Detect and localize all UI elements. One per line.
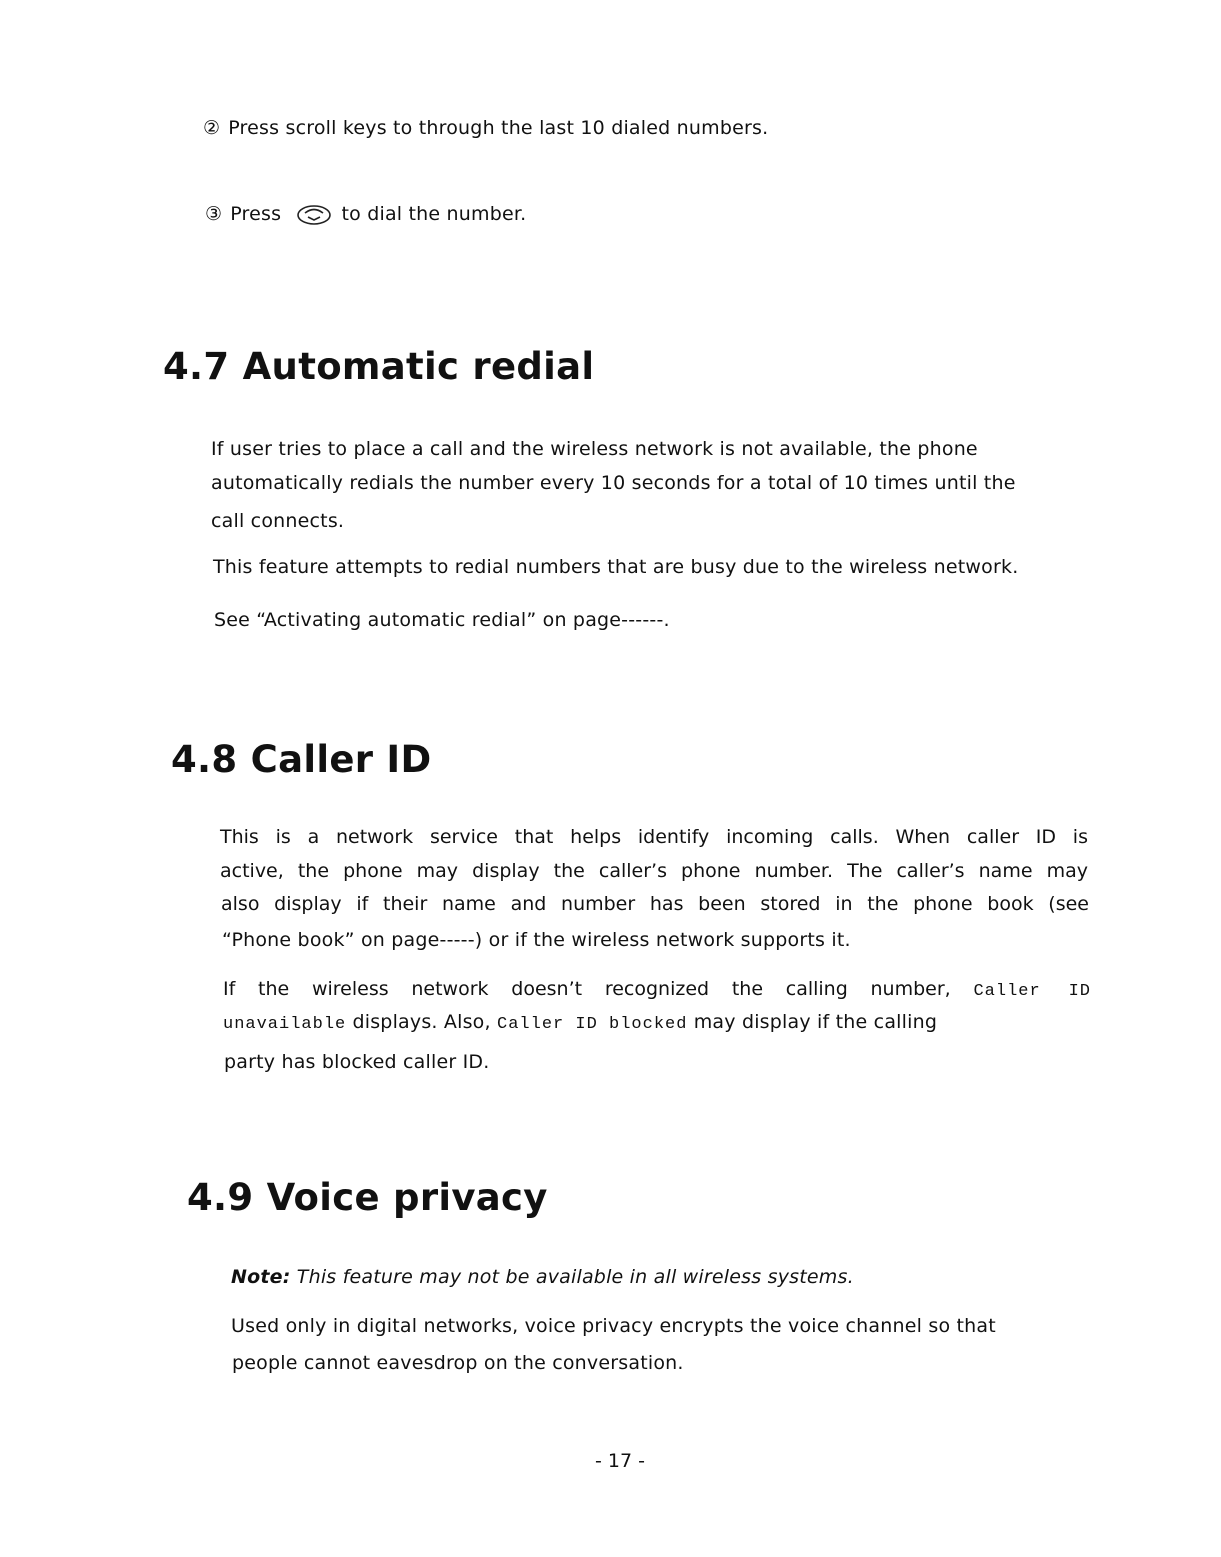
s48-p2-line1-text: If the wireless network doesn’t recognized the calling number, (223, 978, 951, 1000)
step-2 (203, 117, 768, 139)
s48-p2-line2 (223, 1011, 937, 1034)
s48-p1-line4: “Phone book” on page-----) or if the wireless network supports it. (222, 929, 851, 951)
step-3-text-before: Press (230, 203, 282, 225)
s48-p1-line2: active, the phone may display the caller’s phone number. The caller’s name may (220, 860, 1088, 882)
s48-p2-line2-code2: Caller ID blocked (497, 1015, 688, 1034)
heading-4-9: 4.9 Voice privacy (187, 1176, 548, 1219)
s48-p2-line2-text2: may display if the calling (693, 1011, 938, 1033)
step-3 (205, 203, 526, 226)
s47-p1-line2: automatically redials the number every 10 seconds for a total of 10 times until the (211, 472, 1016, 494)
heading-4-8: 4.8 Caller ID (171, 738, 432, 781)
note-label: Note: (231, 1266, 291, 1288)
s49-p1-line2: people cannot eavesdrop on the conversation. (232, 1352, 684, 1374)
s47-p2: This feature attempts to redial numbers that are busy due to the wireless network. (213, 556, 1019, 578)
step-2-text: Press scroll keys to through the last 10 dialed numbers. (228, 117, 769, 139)
s48-p2-line3: party has blocked caller ID. (224, 1051, 490, 1073)
s48-p1-line1: This is a network service that helps identify incoming calls. When caller ID is (220, 826, 1088, 848)
heading-4-7: 4.7 Automatic redial (163, 345, 595, 388)
s48-p1-line3: also display if their name and number has been stored in the phone book (see (221, 893, 1089, 915)
s48-p2-line1 (223, 978, 1091, 1001)
s47-p3: See “Activating automatic redial” on page------. (214, 609, 670, 631)
s48-p2-line2-text1: displays. Also, (352, 1011, 491, 1033)
step-2-marker: ② (203, 117, 221, 139)
s49-p1-line1: Used only in digital networks, voice privacy encrypts the voice channel so that (231, 1315, 996, 1337)
s49-note (231, 1266, 854, 1288)
note-text: This feature may not be available in all wireless systems. (296, 1266, 854, 1288)
step-3-marker: ③ (205, 203, 223, 225)
s48-p2-line2-code1: unavailable (223, 1015, 347, 1034)
s48-p2-line1-code: Caller ID (973, 982, 1091, 1001)
page-number: - 17 - (595, 1450, 645, 1472)
s47-p1-line1: If user tries to place a call and the wireless network is not available, the phone (211, 438, 978, 460)
s47-p1-line3: call connects. (211, 510, 345, 532)
step-3-text-after: to dial the number. (341, 203, 527, 225)
send-key-icon (296, 204, 332, 226)
